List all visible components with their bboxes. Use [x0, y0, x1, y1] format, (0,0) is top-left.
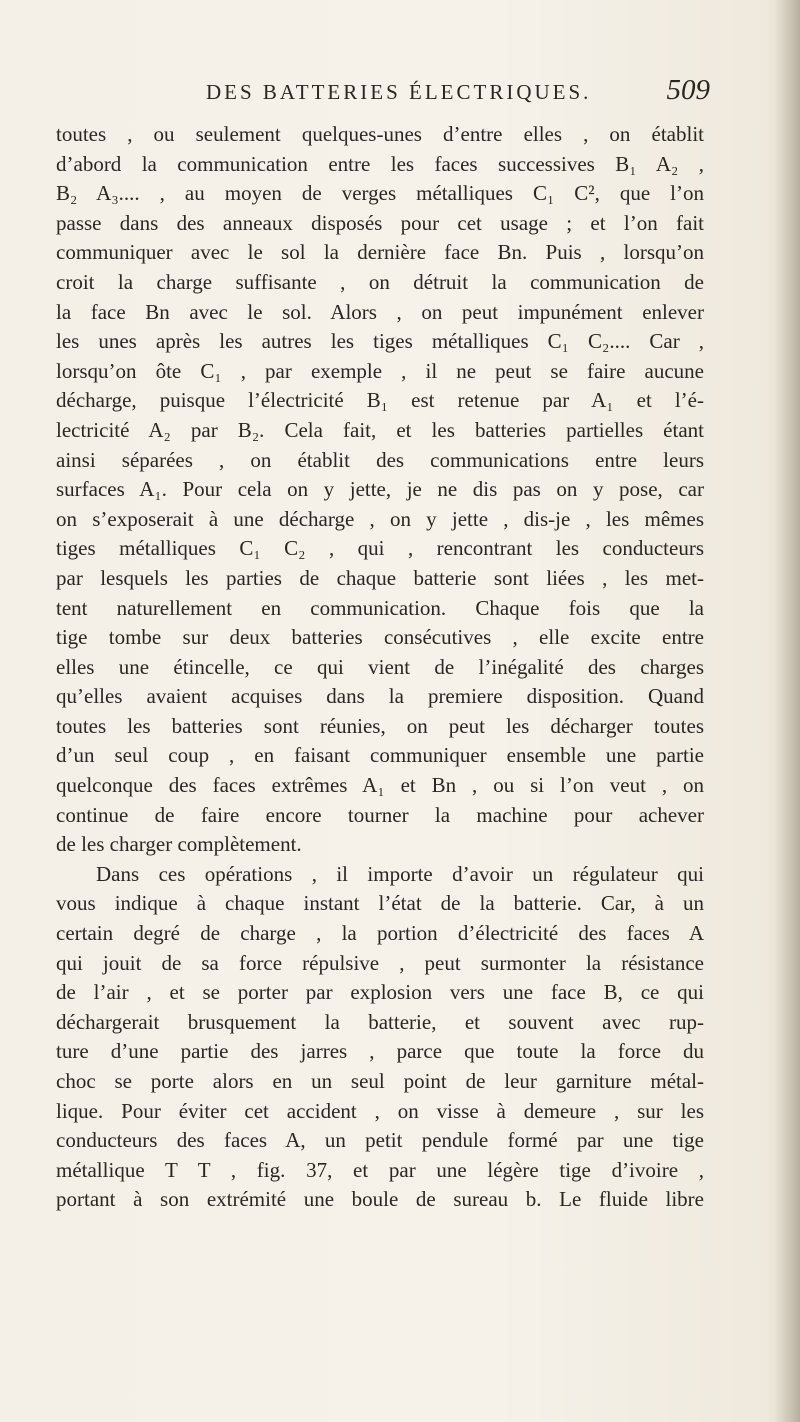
text-line: elles une étincelle, ce qui vient de l’inégalité des charges	[56, 654, 704, 679]
text-line: certain degré de charge , la portion d’électricité des faces A	[56, 921, 704, 946]
body-text	[56, 120, 704, 1215]
text-line: ture d’une partie des jarres , parce que toute la force du	[56, 1039, 704, 1064]
text-line: continue de faire encore tourner la machine pour achever	[56, 802, 704, 827]
page-edge-shadow	[774, 0, 800, 1422]
page-number: 509	[666, 74, 710, 106]
text-line: croit la charge suffisante , on détruit la communication de	[56, 269, 704, 294]
text-line: de les charger complètement.	[56, 832, 302, 857]
text-line: déchargerait brusquement la batterie, et souvent avec rup-	[56, 1009, 704, 1034]
text-line: B₂ A₃.... , au moyen de verges métalliques C₁ C², que l’on	[56, 181, 704, 206]
text-line: toutes les batteries sont réunies, on peut les décharger toutes	[56, 713, 704, 738]
text-line: quelconque des faces extrêmes A₁ et Bn , ou si l’on veut , on	[56, 773, 704, 798]
page-header	[106, 74, 710, 114]
text-line: métallique T T , fig. 37, et par une légère tige d’ivoire ,	[56, 1157, 704, 1182]
text-line: d’un seul coup , en faisant communiquer ensemble une partie	[56, 743, 704, 768]
text-line: décharge, puisque l’électricité B₁ est retenue par A₁ et l’é-	[56, 388, 704, 413]
paragraph-2	[56, 860, 704, 1215]
text-line: passe dans des anneaux disposés pour cet usage ; et l’on fait	[56, 210, 704, 235]
text-line: vous indique à chaque instant l’état de la batterie. Car, à un	[56, 891, 704, 916]
text-line: la face Bn avec le sol. Alors , on peut impunément enlever	[56, 299, 704, 324]
text-line: lorsqu’on ôte C₁ , par exemple , il ne peut se faire aucune	[56, 358, 704, 383]
text-line: choc se porte alors en un seul point de leur garniture métal-	[56, 1069, 704, 1093]
text-line: tige tombe sur deux batteries consécutives , elle excite entre	[56, 625, 704, 650]
text-line: d’abord la communication entre les faces successives B₁ A₂ ,	[56, 151, 704, 176]
text-line: Dans ces opérations , il importe d’avoir un régulateur qui	[96, 861, 704, 886]
text-line: tent naturellement en communication. Chaque fois que la	[56, 595, 704, 620]
text-line: conducteurs des faces A, un petit pendule formé par une tige	[56, 1128, 704, 1153]
text-line: les unes après les autres les tiges métalliques C₁ C₂.... Car ,	[56, 329, 704, 354]
text-line: qui jouit de sa force répulsive , peut surmonter la résistance	[56, 950, 704, 975]
text-line: communiquer avec le sol la dernière face Bn. Puis , lorsqu’on	[56, 240, 704, 265]
text-line: toutes , ou seulement quelques-unes d’entre elles , on établit	[56, 122, 704, 146]
text-line: tiges métalliques C₁ C₂ , qui , rencontrant les conducteurs	[56, 536, 704, 561]
text-line: ainsi séparées , on établit des communications entre leurs	[56, 447, 704, 472]
running-head: DES BATTERIES ÉLECTRIQUES.	[206, 80, 592, 104]
text-line: portant à son extrémité une boule de sureau b. Le fluide libre	[56, 1187, 704, 1212]
text-line: surfaces A₁. Pour cela on y jette, je ne dis pas on y pose, car	[56, 477, 704, 502]
text-line: de l’air , et se porter par explosion vers une face B, ce qui	[56, 980, 704, 1005]
text-line: par lesquels les parties de chaque batterie sont liées , les met-	[56, 565, 704, 590]
paragraph-1	[56, 120, 704, 860]
text-line: qu’elles avaient acquises dans la premiere disposition. Quand	[56, 684, 704, 709]
text-line: on s’exposerait à une décharge , on y jette , dis-je , les mêmes	[56, 506, 704, 531]
text-line: lectricité A₂ par B₂. Cela fait, et les batteries partielles étant	[56, 417, 704, 442]
text-line: lique. Pour éviter cet accident , on visse à demeure , sur les	[56, 1098, 704, 1123]
